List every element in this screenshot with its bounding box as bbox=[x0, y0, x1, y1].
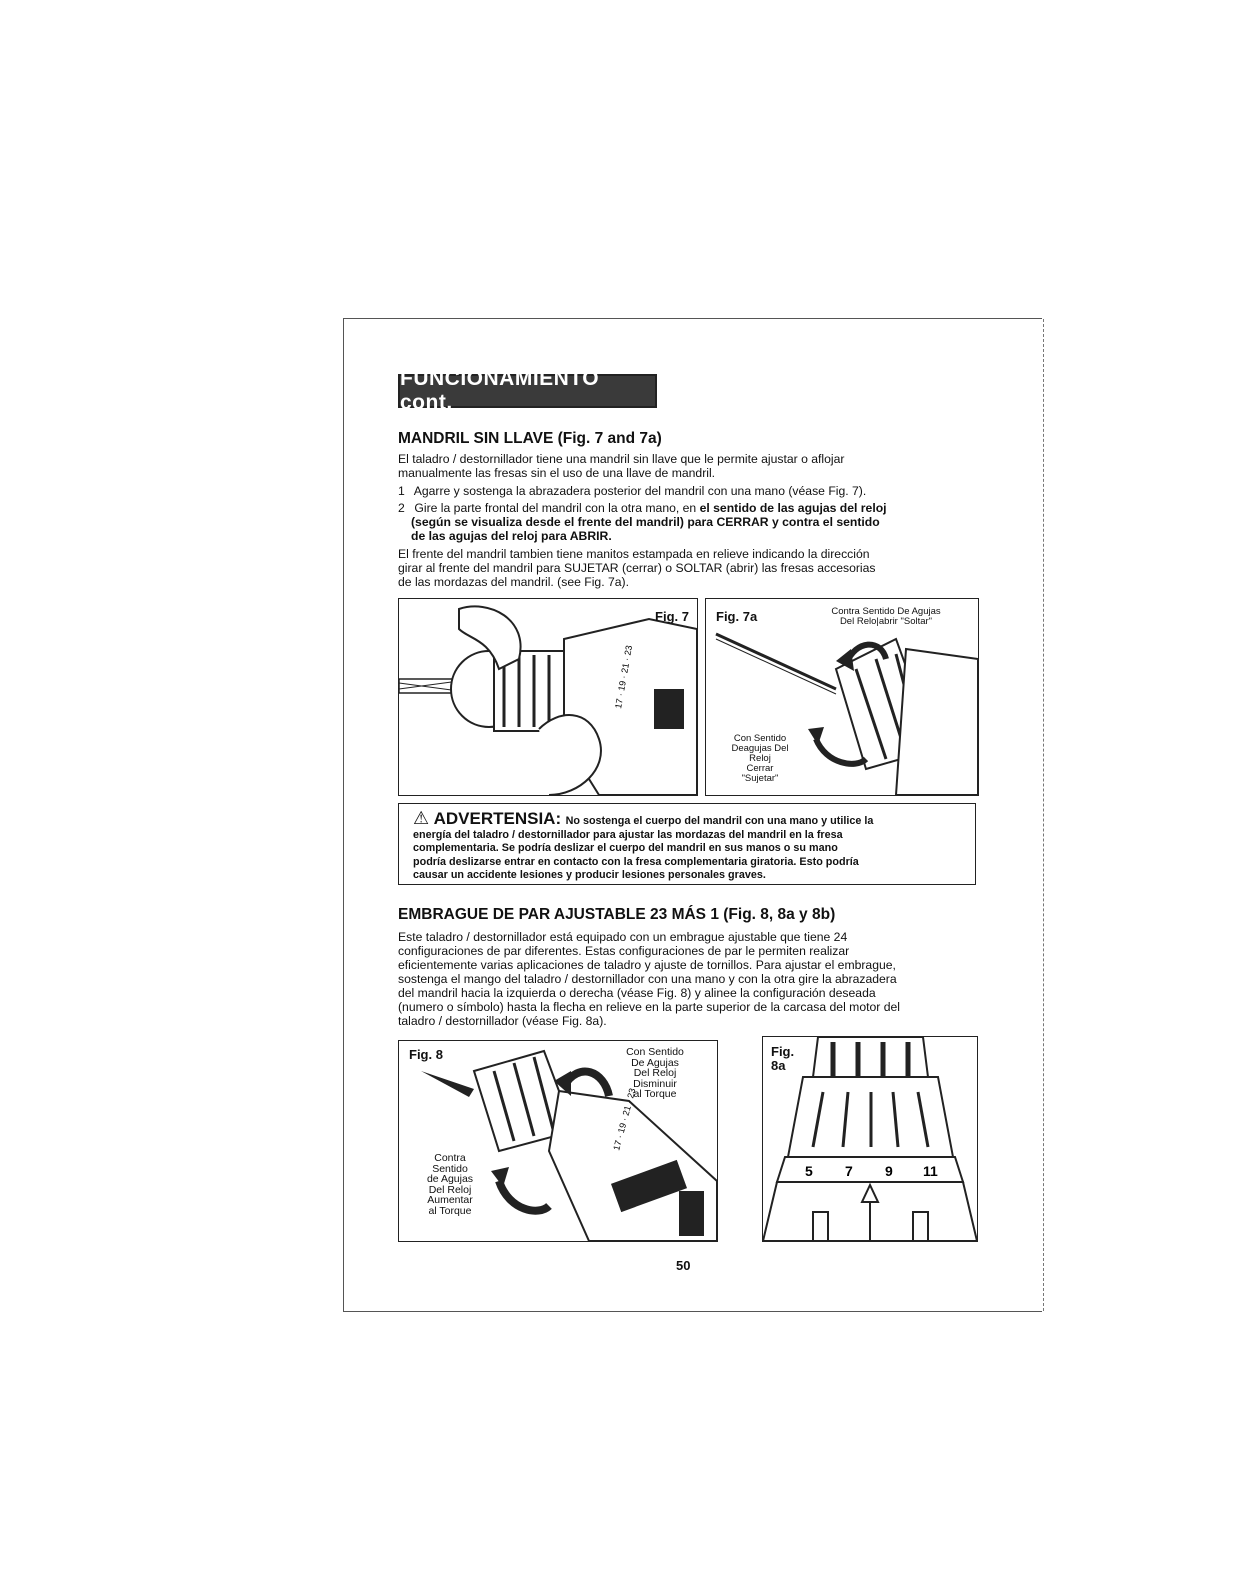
clutch-dial-closeup-illustration bbox=[763, 1037, 977, 1241]
figure-8-label: Fig. 8 bbox=[409, 1047, 443, 1062]
clutch-heading: EMBRAGUE DE PAR AJUSTABLE 23 MÁS 1 (Fig. 8, 8a y 8b) bbox=[398, 906, 836, 923]
fig8-dial-text: 17 · 19 · 21 · 23 bbox=[611, 1087, 638, 1152]
figure-8a-label: Fig. 8a bbox=[771, 1044, 795, 1073]
dial-number-5: 5 bbox=[805, 1163, 813, 1179]
clutch-line-4: sostenga el mango del taladro / destornillador con una mano y con la otra gire la abrazadera bbox=[398, 972, 897, 986]
step-text-bold: el sentido de las agujas del reloj bbox=[699, 501, 887, 515]
warning-line-5: causar un accidente lesiones y producir lesiones personales graves. bbox=[413, 869, 766, 882]
figure-7a-label: Fig. 7a bbox=[716, 609, 758, 624]
warning-line-1: No sostenga el cuerpo del mandril con una mano y utilice la bbox=[565, 815, 874, 827]
dial-number-7: 7 bbox=[845, 1163, 853, 1179]
figure-8a bbox=[762, 1036, 978, 1242]
clutch-line-1: Este taladro / destornillador está equipado con un embrague ajustable que tiene 24 bbox=[398, 930, 848, 944]
figure-7a-ccw-caption: Contra Sentido De Agujas Del Relo|abrir "Soltar" bbox=[831, 606, 941, 627]
chuck-heading: MANDRIL SIN LLAVE (Fig. 7 and 7a) bbox=[398, 430, 662, 447]
figure-7 bbox=[398, 598, 698, 796]
clutch-line-3: eficientemente varias aplicaciones de taladro y ajuste de tornillos. Para ajustar el embrague, bbox=[398, 958, 896, 972]
figure-7a bbox=[705, 598, 979, 796]
section-banner: FUNCIONAMIENTO cont. bbox=[398, 374, 657, 408]
figure-8-ccw-caption: Contra Sentido de Agujas Del Reloj Aumentar al Torque bbox=[426, 1152, 474, 1217]
step-text: Gire la parte frontal del mandril con la otra mano, en bbox=[414, 501, 697, 515]
step-text-bold: de las agujas del reloj para ABRIR. bbox=[411, 529, 612, 543]
figure-7a-cw-caption: Con Sentido Deagujas Del Reloj Cerrar "Sujetar" bbox=[731, 733, 789, 784]
chuck-step-1 bbox=[398, 484, 983, 498]
clutch-line-7: taladro / destornillador (véase Fig. 8a). bbox=[398, 1014, 607, 1028]
clutch-line-2: configuraciones de par diferentes. Estas configuraciones de par le permiten realizar bbox=[398, 944, 850, 958]
warning-triangle-icon: ⚠ bbox=[413, 808, 430, 828]
figure-7-label: Fig. 7 bbox=[655, 609, 689, 624]
warning-line-4: podría deslizarse entrar en contacto con la fresa complementaria giratoria. Esto podría bbox=[413, 855, 859, 868]
chuck-step-2-cont bbox=[411, 515, 996, 529]
figure-8 bbox=[398, 1040, 718, 1242]
chuck-note-line-2: girar al frente del mandril para SUJETAR (cerrar) o SOLTAR (abrir) las fresas accesorias bbox=[398, 561, 876, 575]
clutch-line-6: (numero o símbolo) hasta la flecha en relieve en la parte superior de la carcasa del motor del bbox=[398, 1000, 900, 1014]
warning-line-3: complementaria. Se podría deslizar el cuerpo del mandril en sus manos o su mano bbox=[413, 842, 838, 855]
chuck-intro-line-1: El taladro / destornillador tiene una mandril sin llave que le permite ajustar o aflojar bbox=[398, 452, 845, 466]
dial-number-11: 11 bbox=[923, 1163, 938, 1179]
warning-line-2: energía del taladro / destornillador para ajustar las mordazas del mandril en la fresa bbox=[413, 829, 843, 841]
chuck-step-2 bbox=[398, 501, 983, 515]
chuck-note-line-1: El frente del mandril tambien tiene manitos estampada en relieve indicando la dirección bbox=[398, 547, 870, 561]
step-text: Agarre y sostenga la abrazadera posterior del mandril con una mano (véase Fig. 7). bbox=[413, 484, 867, 498]
chuck-intro-line-2: manualmente las fresas sin el uso de una llave de mandril. bbox=[398, 466, 716, 480]
page-number: 50 bbox=[676, 1258, 691, 1273]
step-number: 1 bbox=[398, 484, 405, 498]
drill-chuck-hand-illustration bbox=[399, 599, 697, 795]
clutch-line-5: del mandril hacia la izquierda o derecha (véase Fig. 8) y alinee la configuración deseada bbox=[398, 986, 876, 1000]
chuck-note-line-3: de las mordazas del mandril. (see Fig. 7a). bbox=[398, 575, 629, 589]
step-number: 2 bbox=[398, 501, 405, 515]
dial-number-9: 9 bbox=[885, 1163, 893, 1179]
figure-8-cw-caption: Con Sentido De Agujas Del Reloj Disminuir al Torque bbox=[626, 1046, 684, 1100]
fig7-dial-text: 17 · 19 · 21 · 23 bbox=[613, 644, 635, 710]
step-text-bold: (según se visualiza desde el frente del mandril) para CERRAR y contra el sentido bbox=[411, 515, 880, 529]
warning-box bbox=[398, 803, 976, 885]
chuck-step-2-cont-2 bbox=[411, 529, 996, 543]
warning-title: ADVERTENSIA: bbox=[433, 809, 562, 828]
